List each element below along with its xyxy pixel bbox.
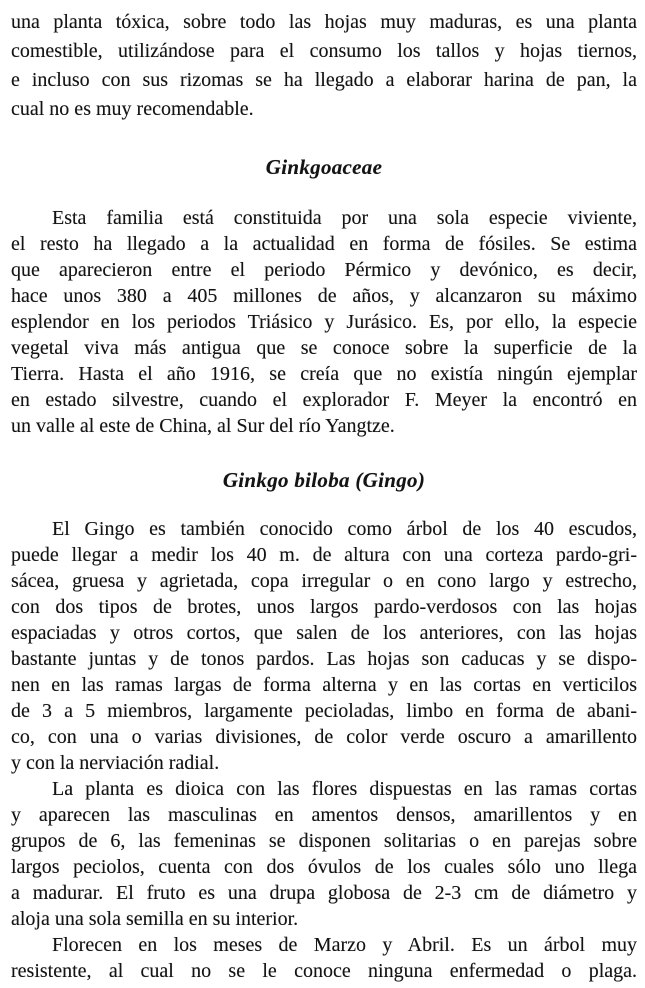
paragraph-ginkgo-description (11, 516, 637, 776)
text-line: largos peciolos, cuenta con dos óvulos de los cuales sólo uno llega (11, 856, 637, 878)
text-line: bastante juntas y de tonos pardos. Las hojas son caducas y se dispo- (11, 648, 637, 670)
text-line: que aparecieron entre el periodo Pérmico y devónico, es decir, (11, 259, 637, 281)
text-line: El Gingo es también conocido como árbol de los 40 escudos, (52, 518, 637, 540)
text-line: espaciadas y otros cortos, que salen de los anteriores, con las hojas (11, 622, 637, 644)
text-line: aloja una sola semilla en su interior. (11, 908, 299, 930)
text-line: y aparecen las masculinas en amentos densos, amarillentos y en (11, 804, 637, 826)
text-line: un valle al este de China, al Sur del río Yangtze. (11, 415, 395, 437)
paragraph-ginkgoaceae-family (11, 205, 637, 439)
text-line: con dos tipos de brotes, unos largos pardo-verdosos con las hojas (11, 596, 637, 618)
text-line: Esta familia está constituida por una sola especie viviente, (52, 207, 637, 229)
text-line: a madurar. El fruto es una drupa globosa de 2-3 cm de diámetro y (11, 882, 637, 904)
section-heading-ginkgoaceae: Ginkgoaceae (265, 155, 383, 179)
text-line: una planta tóxica, sobre todo las hojas muy maduras, es una planta (11, 11, 637, 33)
text-line: resistente, al cual no se le conoce ninguna enfermedad o plaga. (11, 960, 637, 982)
text-line: e incluso con sus rizomas se ha llegado a elaborar harina de pan, la (11, 69, 637, 91)
text-line: Florecen en los meses de Marzo y Abril. Es un árbol muy (52, 934, 637, 956)
text-line: grupos de 6, las femeninas se disponen solitarias o en parejas sobre (11, 830, 637, 852)
text-line: nen en las ramas largas de forma alterna y en las cortas en verticilos (11, 674, 637, 696)
text-line: y con la nerviación radial. (11, 752, 220, 774)
text-line: en estado silvestre, cuando el explorador F. Meyer la encontró en (11, 389, 637, 411)
text-line: comestible, utilizándose para el consumo los tallos y hojas tiernos, (11, 40, 637, 62)
text-line: sácea, gruesa y agrietada, copa irregular o en cono largo y estrecho, (11, 570, 637, 592)
paragraph-ginkgo-flowering (11, 932, 637, 984)
text-line: puede llegar a medir los 40 m. de altura con una corteza pardo-gri- (11, 544, 637, 566)
text-line: co, con una o varias divisiones, de color verde oscuro a amarillento (11, 726, 637, 748)
text-line: esplendor en los periodos Triásico y Jurásico. Es, por ello, la especie (11, 311, 637, 333)
paragraph-intro-continuation (11, 8, 637, 124)
text-line: cual no es muy recomendable. (11, 98, 254, 120)
section-heading-ginkgo-biloba: Ginkgo biloba (Gingo) (222, 468, 426, 492)
text-line: de 3 a 5 miembros, largamente pecioladas, limbo en forma de abani- (11, 700, 637, 722)
text-line: hace unos 380 a 405 millones de años, y alcanzaron su máximo (11, 285, 637, 307)
text-line: el resto ha llegado a la actualidad en forma de fósiles. Se estima (11, 233, 637, 255)
text-line: La planta es dioica con las flores dispuestas en las ramas cortas (52, 778, 637, 800)
text-line: vegetal viva más antigua que se conoce sobre la superficie de la (11, 337, 637, 359)
text-line: Tierra. Hasta el año 1916, se creía que no existía ningún ejemplar (11, 363, 637, 385)
paragraph-ginkgo-flowers-fruit (11, 776, 637, 932)
